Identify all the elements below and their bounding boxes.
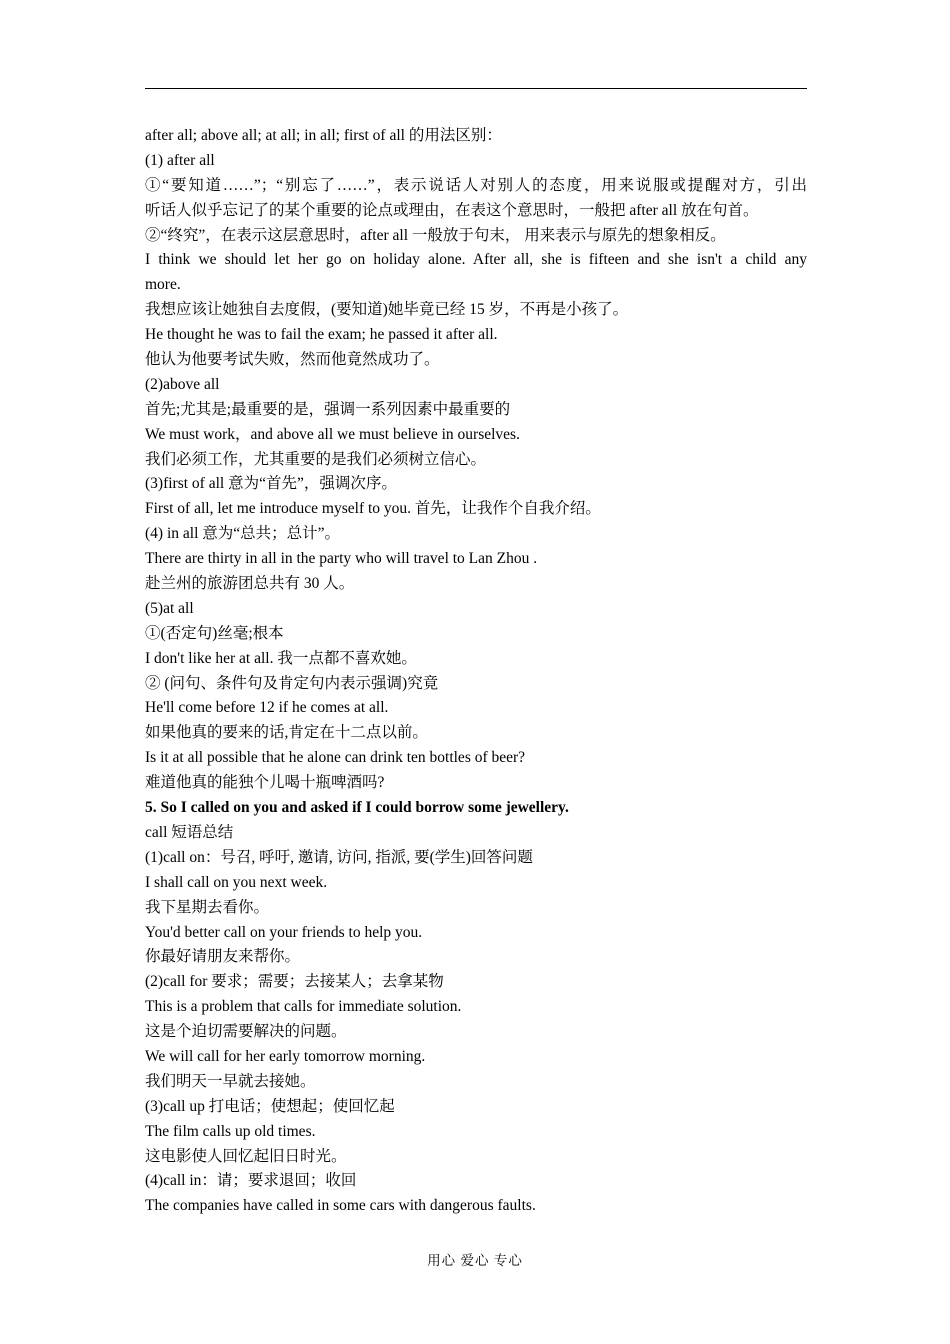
- example-sentence: I don't like her at all. 我一点都不喜欢她。: [145, 649, 417, 667]
- text-line: 听话人似乎忘记了的某个重要的论点或理由，在表这个意思时，一般把 after all 放在句首。: [145, 201, 759, 219]
- section-heading: (1) after all: [145, 151, 215, 169]
- translation-line: 难道他真的能独个儿喝十瓶啤酒吗?: [145, 774, 385, 792]
- section-heading: (4) in all 意为“总共；总计”。: [145, 525, 341, 543]
- translation-line: 赴兰州的旅游团总共有 30 人。: [145, 575, 355, 593]
- example-sentence: This is a problem that calls for immediate solution.: [145, 998, 462, 1016]
- section-heading: (5)at all: [145, 599, 194, 617]
- numbered-heading: 5. So I called on you and asked if I could borrow some jewellery.: [145, 799, 569, 817]
- example-sentence: more.: [145, 276, 181, 294]
- section-heading: (4)call in：请；要求退回；收回: [145, 1172, 357, 1190]
- text-line: ②“终究”，在表示这层意思时，after all 一般放于句末， 用来表示与原先的想象相反。: [145, 226, 726, 244]
- example-sentence: We will call for her early tomorrow morning.: [145, 1047, 426, 1065]
- translation-line: 我下星期去看你。: [145, 898, 270, 916]
- example-sentence: You'd better call on your friends to help you.: [145, 923, 423, 941]
- example-sentence: I shall call on you next week.: [145, 873, 328, 891]
- example-sentence: The companies have called in some cars with dangerous faults.: [145, 1197, 536, 1215]
- example-sentence: We must work，and above all we must believe in ourselves.: [145, 425, 520, 443]
- text-line: after all; above all; at all; in all; first of all 的用法区别：: [145, 127, 502, 144]
- translation-line: 他认为他要考试失败，然而他竟然成功了。: [145, 351, 440, 369]
- example-sentence: He'll come before 12 if he comes at all.: [145, 699, 389, 717]
- translation-line: 我想应该让她独自去度假，(要知道)她毕竟已经 15 岁，不再是小孩了。: [145, 301, 629, 319]
- example-sentence: The film calls up old times.: [145, 1122, 316, 1140]
- section-heading: (2)above all: [145, 375, 220, 393]
- example-sentence: He thought he was to fail the exam; he passed it after all.: [145, 326, 498, 344]
- translation-line: 这是个迫切需要解决的问题。: [145, 1023, 347, 1041]
- example-sentence: There are thirty in all in the party who will travel to Lan Zhou .: [145, 550, 538, 568]
- translation-line: 我们必须工作，尤其重要的是我们必须树立信心。: [145, 450, 487, 468]
- section-heading: (3)call up 打电话；使想起；使回忆起: [145, 1097, 395, 1115]
- section-heading: (2)call for 要求；需要；去接某人；去拿某物: [145, 973, 444, 991]
- section-heading: (3)first of all 意为“首先”，强调次序。: [145, 475, 397, 493]
- section-heading: (1)call on：号召, 呼吁, 邀请, 访问, 指派, 要(学生)回答问题: [145, 848, 533, 866]
- page-footer: 用心 爱心 专心: [427, 1253, 523, 1268]
- translation-line: 你最好请朋友来帮你。: [145, 948, 301, 966]
- translation-line: 这电影使人回忆起旧日时光。: [145, 1147, 347, 1165]
- example-sentence: I think we should let her go on holiday alone. After all, she is fifteen and she isn't a child any: [145, 251, 807, 269]
- header-rule: [145, 88, 807, 89]
- text-line: ①“要知道……”；“别忘了……”，表示说话人对别人的态度，用来说服或提醒对方，引出: [145, 176, 807, 194]
- text-line: ② (问句、条件句及肯定句内表示强调)究竟: [145, 674, 439, 692]
- translation-line: 如果他真的要来的话,肯定在十二点以前。: [145, 724, 428, 742]
- text-line: ①(否定句)丝毫;根本: [145, 624, 284, 642]
- document-body: [145, 124, 807, 1219]
- text-line: 首先;尤其是;最重要的是，强调一系列因素中最重要的: [145, 400, 511, 418]
- translation-line: 我们明天一早就去接她。: [145, 1072, 316, 1090]
- section-heading: call 短语总结: [145, 823, 234, 841]
- example-sentence: First of all, let me introduce myself to you. 首先，让我作个自我介绍。: [145, 500, 601, 518]
- example-sentence: Is it at all possible that he alone can drink ten bottles of beer?: [145, 749, 526, 767]
